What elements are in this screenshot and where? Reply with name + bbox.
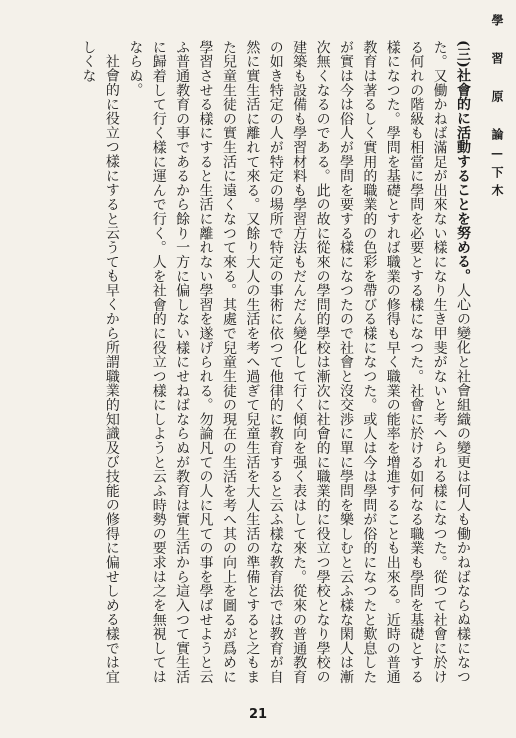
main-text-block [42,40,474,684]
section-title: 社會的に活動することを努める。 [455,68,471,284]
paragraph-text: 人心の變化と社會組織の變更は何人も働かねばならぬ樣になつた。又働かねば滿足が出來ない樣になり生き甲斐がないと考へられる樣になつた。從つて社會に於ける何れの階級も相當に學問を必要とする樣になつた。社會に於ける如何なる職業も學問を基礎とする樣になつた。學問を基礎とすれば職業の修得も早く職業の能率を增進することも出來る。近時の普通教育は著るしく實用的職業的の色彩を帶びる樣になつた。或人は今は學問が俗的になつたと歎息したが實は今は俗人が學問を要する樣になつたので社會と沒交渉に單に學問を樂しむと云ふ樣な閑人は漸次無くなるのである。此の故に從來の學問的學校は漸次に社會的に職業的に役立つ學校となり學校の建築も設備も學習材料も學習方法もだんだん變化して行く傾向を强く表はして來た。從來の普通教育の如き特定の人が特定の場所で特定の事術に依つて他律的に教育すると云ふ樣な教育法では教育が自然に實生活に離れて來る。又餘り大人の生活を考へ過ぎて兒童生活を大人生活の準備とすると之もまた兒童生徒の實生活に遠くなつて來る。其處で兒童生徒の現在の生活を考へ其の向上を圖るが爲めに學習させる樣にすると生活に離れない學習を遂げられる。勿論凡ての人に凡ての事を學ばせようと云ふ普通教育の事であるから餘り一方に偏しない樣にせねばならぬが教育は實生活から這入つて實生活に歸着して行く樣に運んで行く。人を社會的に役立つ樣にしようと云ふ時勢の要求は之を無視してはならぬ。 [127,40,471,684]
running-header-title: 學 習 原 論—下木 [490,14,504,202]
continuation-paragraph [76,40,123,684]
page-number: 21 [248,707,268,722]
section-paragraph [123,40,474,684]
paragraph-text: 社會的に役立つ樣にすると云うても早くから所謂職業的知識及び技能の修得に偏せしめる樣では宜しくな [80,40,120,684]
section-number: (三) [455,40,471,69]
running-header [480,14,506,704]
